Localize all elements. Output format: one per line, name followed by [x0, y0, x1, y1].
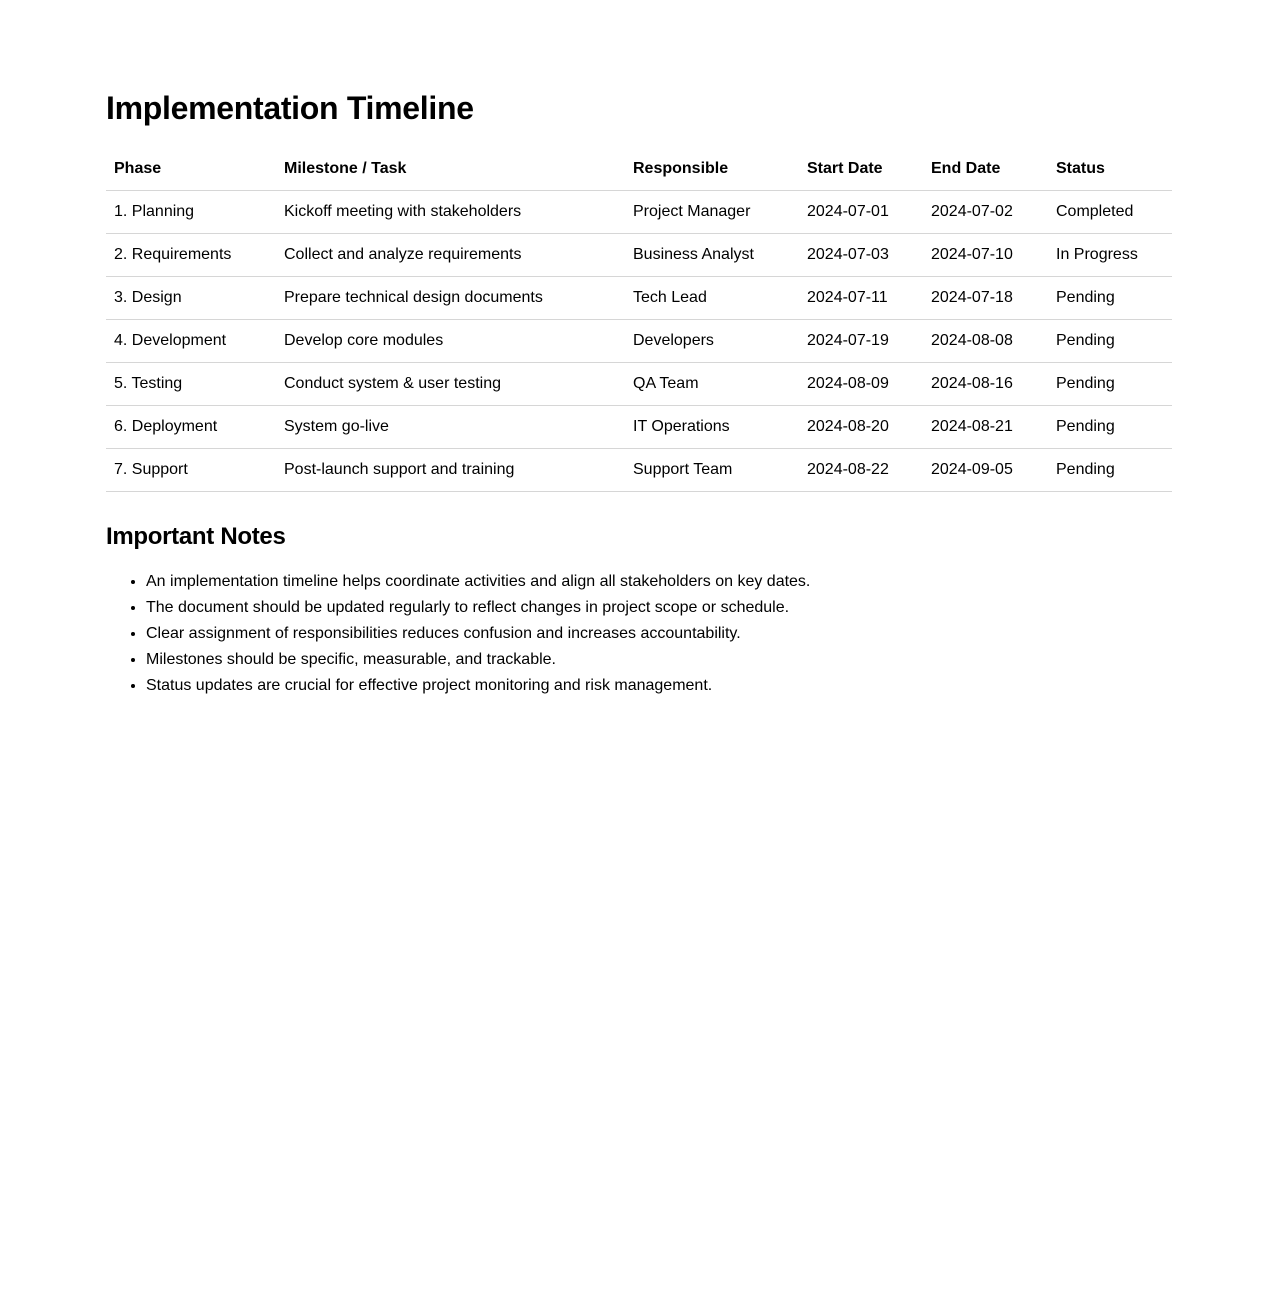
cell-status: Pending [1048, 277, 1172, 320]
cell-task: Develop core modules [276, 320, 625, 363]
cell-start-date: 2024-07-01 [799, 191, 923, 234]
cell-responsible: QA Team [625, 363, 799, 406]
cell-phase: 2. Requirements [106, 234, 276, 277]
cell-status: Pending [1048, 320, 1172, 363]
cell-phase: 6. Deployment [106, 406, 276, 449]
cell-status: Pending [1048, 406, 1172, 449]
table-row [106, 234, 1172, 277]
page-title: Implementation Timeline [106, 90, 474, 126]
cell-task: Conduct system & user testing [276, 363, 625, 406]
cell-start-date: 2024-08-09 [799, 363, 923, 406]
notes-list [106, 569, 810, 699]
cell-start-date: 2024-08-22 [799, 449, 923, 492]
notes-heading: Important Notes [106, 523, 286, 550]
list-item: • An implementation timeline helps coordinate activities and align all stakeholders on key dates. [146, 569, 810, 595]
table-row [106, 191, 1172, 234]
cell-task: Prepare technical design documents [276, 277, 625, 320]
cell-phase: 5. Testing [106, 363, 276, 406]
cell-task: Post-launch support and training [276, 449, 625, 492]
cell-start-date: 2024-07-11 [799, 277, 923, 320]
list-item: • The document should be updated regularly to reflect changes in project scope or schedule. [146, 595, 810, 621]
cell-end-date: 2024-08-08 [923, 320, 1048, 363]
cell-start-date: 2024-07-03 [799, 234, 923, 277]
cell-responsible: Tech Lead [625, 277, 799, 320]
cell-start-date: 2024-07-19 [799, 320, 923, 363]
cell-task: Kickoff meeting with stakeholders [276, 191, 625, 234]
cell-status: Pending [1048, 363, 1172, 406]
cell-end-date: 2024-07-02 [923, 191, 1048, 234]
cell-phase: 7. Support [106, 449, 276, 492]
table-row [106, 449, 1172, 492]
table-row [106, 320, 1172, 363]
list-item: • Clear assignment of responsibilities reduces confusion and increases accountability. [146, 621, 810, 647]
cell-phase: 4. Development [106, 320, 276, 363]
header-start-date: Start Date [799, 148, 923, 191]
cell-task: Collect and analyze requirements [276, 234, 625, 277]
cell-end-date: 2024-07-18 [923, 277, 1048, 320]
cell-responsible: Developers [625, 320, 799, 363]
list-item: • Status updates are crucial for effective project monitoring and risk management. [146, 673, 810, 699]
cell-status: In Progress [1048, 234, 1172, 277]
table-header-row [106, 148, 1172, 191]
header-phase: Phase [106, 148, 276, 191]
cell-end-date: 2024-07-10 [923, 234, 1048, 277]
table-row [106, 406, 1172, 449]
header-status: Status [1048, 148, 1172, 191]
cell-responsible: Support Team [625, 449, 799, 492]
header-milestone-task: Milestone / Task [276, 148, 625, 191]
table-row [106, 363, 1172, 406]
cell-task: System go-live [276, 406, 625, 449]
header-responsible: Responsible [625, 148, 799, 191]
table-row [106, 277, 1172, 320]
cell-phase: 3. Design [106, 277, 276, 320]
timeline-table [106, 148, 1172, 492]
cell-end-date: 2024-08-21 [923, 406, 1048, 449]
cell-phase: 1. Planning [106, 191, 276, 234]
cell-status: Pending [1048, 449, 1172, 492]
cell-end-date: 2024-09-05 [923, 449, 1048, 492]
cell-end-date: 2024-08-16 [923, 363, 1048, 406]
list-item: • Milestones should be specific, measurable, and trackable. [146, 647, 810, 673]
header-end-date: End Date [923, 148, 1048, 191]
cell-start-date: 2024-08-20 [799, 406, 923, 449]
cell-responsible: IT Operations [625, 406, 799, 449]
cell-status: Completed [1048, 191, 1172, 234]
cell-responsible: Business Analyst [625, 234, 799, 277]
cell-responsible: Project Manager [625, 191, 799, 234]
